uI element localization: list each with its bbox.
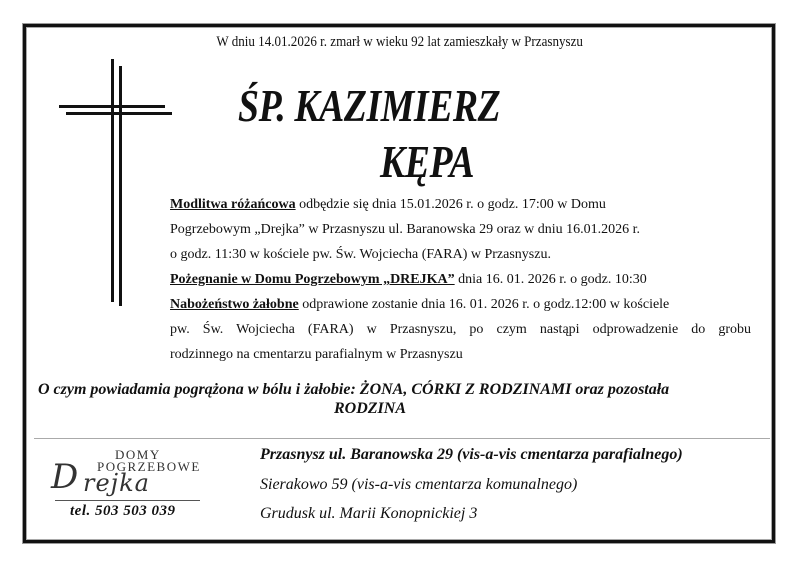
mass-label: Nabożeństwo żałobne xyxy=(170,297,299,312)
mass-line3: rodzinnego na cmentarzu parafialnym w Przasnyszu xyxy=(170,347,463,362)
mass-line1 xyxy=(170,292,750,317)
death-announcement-text: W dniu 14.01.2026 r. zmarł w wieku 92 lat zamieszkały w Przasnyszu xyxy=(216,34,584,50)
logo-initial: D xyxy=(51,457,79,497)
logo-line2: POGRZEBOWE xyxy=(97,459,201,474)
rosary-text: odbędzie się dnia 15.01.2026 r. o godz. 17:00 w Domu xyxy=(295,197,606,212)
logo-brand: rejka xyxy=(83,469,150,497)
farewell-label: Pożegnanie w Domu Pogrzebowym „DREJKA” xyxy=(170,272,455,287)
cross-vertical-right xyxy=(119,66,122,306)
footer-divider xyxy=(34,438,770,439)
family-notice-line2: RODZINA xyxy=(334,400,407,417)
family-notice-line1: O czym powiadamia pogrążona w bólu i żałobie: ŻONA, CÓRKI Z RODZINAMI oraz pozostała xyxy=(38,381,670,398)
logo-underline xyxy=(55,500,200,501)
cross-horizontal-top xyxy=(59,105,165,108)
deceased-name-line1: ŚP. KAZIMIERZ xyxy=(238,80,501,131)
rosary-line2: Pogrzebowym „Drejka” w Przasnyszu ul. Baranowska 29 oraz w dniu 16.01.2026 r. xyxy=(170,222,641,237)
rosary-line3: o godz. 11:30 w kościele pw. Św. Wojciecha (FARA) w Przasnyszu. xyxy=(170,247,551,262)
ceremony-details xyxy=(170,192,750,367)
farewell-text: dnia 16. 01. 2026 r. o godz. 10:30 xyxy=(454,272,647,287)
mass-line2: pw. Św. Wojciecha (FARA) w Przasnyszu, po czym nastąpi odprowadzenie do grobu xyxy=(170,322,751,337)
deceased-name-line2: KĘPA xyxy=(380,136,475,187)
address-sierakowo: Sierakowo 59 (vis-a-vis cmentarza komunalnego) xyxy=(260,476,578,493)
family-notice xyxy=(34,380,774,418)
farewell-line xyxy=(170,267,750,292)
mass-text: odprawione zostanie dnia 16. 01. 2026 r. o godz.12:00 w kościele xyxy=(298,297,670,312)
address-grudusk: Grudusk ul. Marii Konopnickiej 3 xyxy=(260,505,478,522)
address-przasnysz: Przasnysz ul. Baranowska 29 (vis-a-vis cmentarza parafialnego) xyxy=(260,446,683,463)
death-announcement xyxy=(150,34,650,51)
funeral-home-logo xyxy=(45,445,205,505)
rosary-label: Modlitwa różańcowa xyxy=(170,197,296,212)
cross-vertical-left xyxy=(111,59,114,302)
cross-horizontal-bottom xyxy=(66,112,172,115)
logo-line1: DOMY xyxy=(115,447,161,462)
rosary-line1 xyxy=(170,192,750,217)
phone-number: tel. 503 503 039 xyxy=(70,503,176,519)
